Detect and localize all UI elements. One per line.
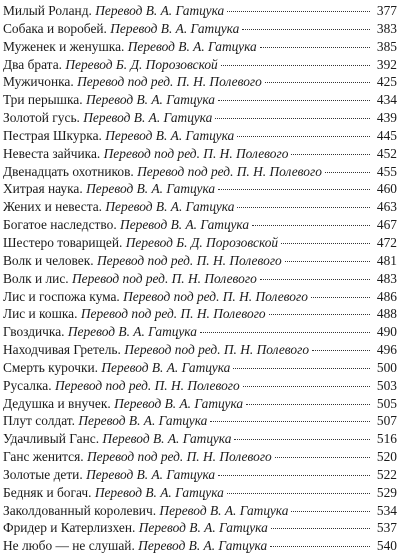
entry-page-number: 486 bbox=[376, 288, 397, 304]
entry-translator: Перевод В. А. Гатцука bbox=[105, 127, 235, 143]
entry-page-number: 483 bbox=[376, 270, 397, 286]
entry-page-number: 529 bbox=[376, 484, 397, 500]
entry-translator: Перевод В. А. Гатцука bbox=[138, 520, 268, 536]
entry-title: Невеста зайчика. bbox=[3, 145, 101, 161]
entry-translator: Перевод В. А. Гатцука bbox=[127, 38, 257, 54]
entry-title: Не любо — не слушай. bbox=[3, 538, 135, 554]
toc-entry bbox=[3, 145, 397, 163]
entry-page-number: 385 bbox=[376, 38, 397, 54]
toc-entry bbox=[3, 430, 397, 448]
toc-entry bbox=[3, 305, 397, 323]
entry-title: Ганс женится. bbox=[3, 449, 84, 465]
entry-page-number: 463 bbox=[376, 199, 397, 215]
dot-leader bbox=[227, 11, 370, 12]
entry-title: Собака и воробей. bbox=[3, 20, 107, 36]
entry-translator: Перевод под ред. П. Н. Полевого bbox=[123, 288, 308, 304]
entry-page-number: 467 bbox=[376, 217, 397, 233]
entry-translator: Перевод В. А. Гатцука bbox=[110, 20, 240, 36]
entry-page-number: 455 bbox=[376, 163, 397, 179]
entry-title: Находчивая Гретель. bbox=[3, 342, 121, 358]
dot-leader bbox=[234, 439, 370, 440]
entry-translator: Перевод под ред. П. Н. Полевого bbox=[137, 163, 322, 179]
toc-entry bbox=[3, 537, 397, 555]
dot-leader bbox=[243, 386, 370, 387]
entry-translator: Перевод В. А. Гатцука bbox=[114, 395, 244, 411]
entry-translator: Перевод В. А. Гатцука bbox=[85, 92, 215, 108]
dot-leader bbox=[237, 207, 370, 208]
dot-leader bbox=[237, 136, 370, 137]
entry-page-number: 490 bbox=[376, 324, 397, 340]
entry-title: Волк и человек. bbox=[3, 252, 94, 268]
toc-entry bbox=[3, 109, 397, 127]
entry-title: Русалка. bbox=[3, 377, 52, 393]
toc-entry bbox=[3, 2, 397, 20]
dot-leader bbox=[291, 511, 370, 512]
dot-leader bbox=[252, 225, 370, 226]
toc-entry bbox=[3, 377, 397, 395]
entry-page-number: 537 bbox=[376, 520, 397, 536]
entry-translator: Перевод под ред. П. Н. Полевого bbox=[103, 145, 289, 161]
entry-page-number: 383 bbox=[376, 20, 397, 36]
dot-leader bbox=[311, 297, 370, 298]
toc-entry bbox=[3, 270, 397, 288]
entry-page-number: 452 bbox=[376, 145, 397, 161]
dot-leader bbox=[221, 65, 370, 66]
entry-page-number: 505 bbox=[376, 395, 397, 411]
entry-page-number: 503 bbox=[376, 377, 397, 393]
entry-title: Пестрая Шкурка. bbox=[3, 127, 102, 143]
toc-entry bbox=[3, 38, 397, 56]
dot-leader bbox=[291, 154, 370, 155]
dot-leader bbox=[265, 82, 370, 83]
toc-entry bbox=[3, 252, 397, 270]
toc-entry bbox=[3, 20, 397, 38]
entry-title: Хитрая наука. bbox=[3, 181, 83, 197]
entry-translator: Перевод Б. Д. Порозовской bbox=[65, 56, 218, 72]
entry-page-number: 392 bbox=[376, 56, 397, 72]
entry-title: Смерть курочки. bbox=[3, 359, 98, 375]
toc-entry bbox=[3, 448, 397, 466]
entry-translator: Перевод В. А. Гатцука bbox=[86, 181, 216, 197]
entry-translator: Перевод под ред. П. Н. Полевого bbox=[80, 306, 266, 322]
entry-translator: Перевод В. А. Гатцука bbox=[105, 199, 235, 215]
entry-translator: Перевод В. А. Гатцука bbox=[86, 466, 216, 482]
entry-title: Золотые дети. bbox=[3, 466, 83, 482]
entry-page-number: 460 bbox=[376, 181, 397, 197]
dot-leader bbox=[260, 279, 370, 280]
toc-entry bbox=[3, 466, 397, 484]
dot-leader bbox=[270, 546, 370, 547]
entry-title: Три перышка. bbox=[3, 92, 83, 108]
dot-leader bbox=[271, 528, 370, 529]
entry-page-number: 496 bbox=[376, 342, 397, 358]
toc-entry bbox=[3, 323, 397, 341]
dot-leader bbox=[218, 100, 370, 101]
entry-title: Шестеро товарищей. bbox=[3, 234, 123, 250]
entry-page-number: 522 bbox=[376, 466, 397, 482]
entry-title: Волк и лис. bbox=[3, 270, 69, 286]
dot-leader bbox=[260, 47, 370, 48]
entry-page-number: 425 bbox=[376, 74, 397, 90]
entry-page-number: 377 bbox=[376, 3, 397, 18]
entry-title: Фридер и Катерлизхен. bbox=[3, 520, 136, 536]
dot-leader bbox=[242, 29, 370, 30]
dot-leader bbox=[200, 332, 370, 333]
toc-entry bbox=[3, 91, 397, 109]
entry-title: Два брата. bbox=[3, 56, 62, 72]
entry-title: Бедняк и богач. bbox=[3, 484, 92, 500]
entry-title: Милый Роланд. bbox=[3, 3, 92, 18]
entry-page-number: 516 bbox=[376, 431, 397, 447]
entry-translator: Перевод В. А. Гатцука bbox=[102, 431, 232, 447]
toc-entry bbox=[3, 395, 397, 413]
dot-leader bbox=[281, 243, 370, 244]
toc-entry bbox=[3, 359, 397, 377]
entry-translator: Перевод В. А. Гатцука bbox=[159, 502, 289, 518]
entry-title: Мужичонка. bbox=[3, 74, 74, 90]
entry-title: Двенадцать охотников. bbox=[3, 163, 134, 179]
dot-leader bbox=[285, 261, 370, 262]
toc-entry bbox=[3, 234, 397, 252]
dot-leader bbox=[325, 172, 370, 173]
entry-page-number: 534 bbox=[376, 502, 397, 518]
entry-title: Муженек и женушка. bbox=[3, 38, 125, 54]
entry-translator: Перевод под ред. П. Н. Полевого bbox=[72, 270, 257, 286]
toc-entry bbox=[3, 127, 397, 145]
toc-entry bbox=[3, 484, 397, 502]
entry-translator: Перевод В. А. Гатцука bbox=[67, 324, 197, 340]
toc-entry bbox=[3, 341, 397, 359]
dot-leader bbox=[227, 493, 370, 494]
dot-leader bbox=[275, 457, 370, 458]
dot-leader bbox=[312, 350, 370, 351]
entry-translator: Перевод под ред. П. Н. Полевого bbox=[54, 377, 240, 393]
entry-page-number: 507 bbox=[376, 413, 397, 429]
entry-page-number: 439 bbox=[376, 110, 397, 126]
entry-page-number: 540 bbox=[376, 538, 397, 554]
entry-title: Гвоздичка. bbox=[3, 324, 65, 340]
entry-page-number: 434 bbox=[376, 92, 397, 108]
toc-entry bbox=[3, 288, 397, 306]
dot-leader bbox=[233, 368, 370, 369]
entry-title: Богатое наследство. bbox=[3, 217, 117, 233]
entry-translator: Перевод под ред. П. Н. Полевого bbox=[124, 342, 310, 358]
entry-translator: Перевод под ред. П. Н. Полевого bbox=[96, 252, 282, 268]
dot-leader bbox=[215, 118, 370, 119]
toc-entry bbox=[3, 198, 397, 216]
entry-translator: Перевод В. А. Гатцука bbox=[138, 538, 268, 554]
entry-title: Лис и кошка. bbox=[3, 306, 78, 322]
entry-translator: Перевод В. А. Гатцука bbox=[95, 3, 225, 18]
dot-leader bbox=[210, 421, 370, 422]
dot-leader bbox=[218, 475, 370, 476]
toc-entry bbox=[3, 163, 397, 181]
entry-translator: Перевод Б. Д. Порозовской bbox=[125, 234, 279, 250]
entry-translator: Перевод В. А. Гатцука bbox=[101, 359, 231, 375]
dot-leader bbox=[246, 404, 370, 405]
entry-title: Лис и госпожа кума. bbox=[3, 288, 120, 304]
entry-title: Плут солдат. bbox=[3, 413, 75, 429]
dot-leader bbox=[218, 189, 370, 190]
toc-entry bbox=[3, 73, 397, 91]
toc-entry bbox=[3, 412, 397, 430]
entry-translator: Перевод В. А. Гатцука bbox=[94, 484, 224, 500]
dot-leader bbox=[269, 314, 370, 315]
entry-title: Удачливый Ганс. bbox=[3, 431, 100, 447]
toc-entry bbox=[3, 180, 397, 198]
entry-title: Жених и невеста. bbox=[3, 199, 103, 215]
entry-page-number: 488 bbox=[376, 306, 397, 322]
entry-translator: Перевод В. А. Гатцука bbox=[83, 110, 213, 126]
entry-page-number: 472 bbox=[376, 234, 397, 250]
entry-title: Заколдованный королевич. bbox=[3, 502, 157, 518]
toc-entry bbox=[3, 519, 397, 537]
toc-entry bbox=[3, 502, 397, 520]
entry-page-number: 520 bbox=[376, 449, 397, 465]
entry-page-number: 481 bbox=[376, 252, 397, 268]
entry-translator: Перевод под ред. П. Н. Полевого bbox=[86, 449, 272, 465]
entry-title: Золотой гусь. bbox=[3, 110, 80, 126]
entry-translator: Перевод под ред. П. Н. Полевого bbox=[77, 74, 262, 90]
entry-translator: Перевод В. А. Гатцука bbox=[78, 413, 208, 429]
entry-page-number: 445 bbox=[376, 127, 397, 143]
toc-entry bbox=[3, 216, 397, 234]
toc-entry bbox=[3, 56, 397, 74]
entry-translator: Перевод В. А. Гатцука bbox=[120, 217, 250, 233]
entry-page-number: 500 bbox=[376, 359, 397, 375]
entry-title: Дедушка и внучек. bbox=[3, 395, 111, 411]
